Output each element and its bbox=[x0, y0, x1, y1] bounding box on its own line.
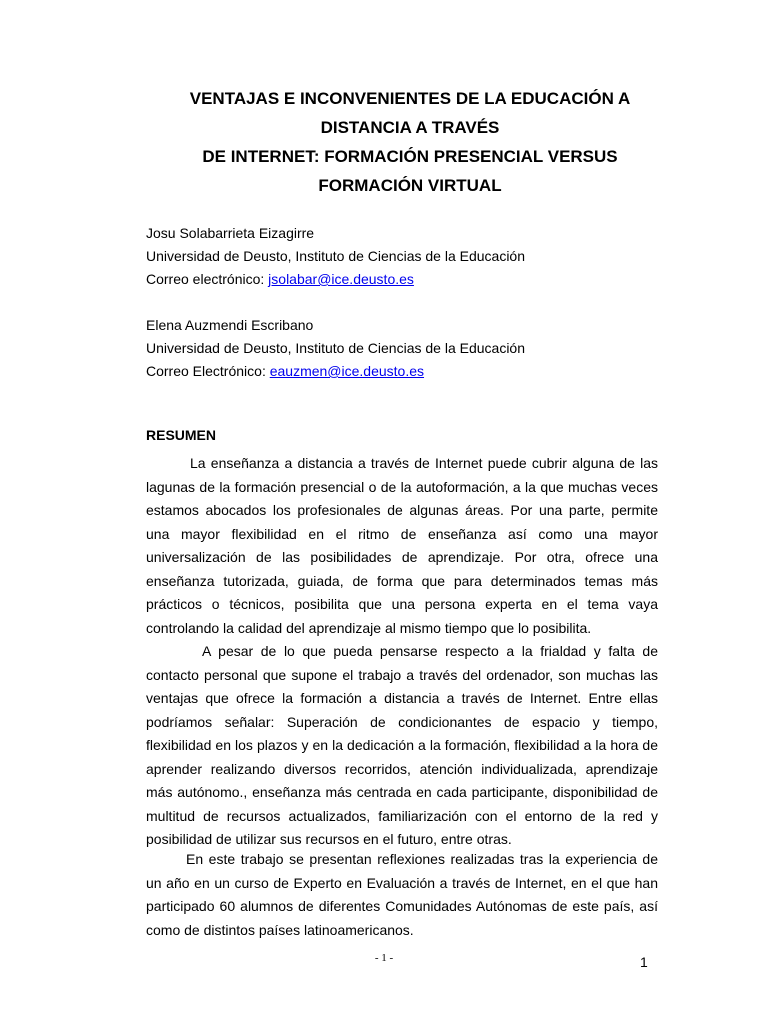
email-label: Correo electrónico: bbox=[146, 271, 269, 287]
abstract-paragraph-3: En este trabajo se presentan reflexiones realizadas tras la experiencia de un año en un curso de Experto en Evaluación a través de Internet, en el que han participado 60 alumnos de diferentes Comunidades Autónomas de este país, así como de distintos países latinoamericanos. bbox=[146, 851, 658, 938]
author-block-2 bbox=[146, 314, 666, 383]
abstract-heading: RESUMEN bbox=[146, 427, 217, 443]
author-affiliation: Universidad de Deusto, Instituto de Ciencias de la Educación bbox=[146, 340, 525, 356]
author-name: Elena Auzmendi Escribano bbox=[146, 317, 314, 333]
page-number: 1 bbox=[640, 954, 648, 970]
title-line-2: DISTANCIA A TRAVÉS bbox=[320, 118, 500, 137]
title-line-3: DE INTERNET: FORMACIÓN PRESENCIAL VERSUS bbox=[202, 147, 618, 166]
paper-title bbox=[140, 84, 680, 200]
abstract-paragraph-2: A pesar de lo que pueda pensarse respecto a la frialdad y falta de contacto personal que supone el trabajo a través del ordenador, son muchas las ventajas que ofrece la formación a distancia a través de Internet. Entre ellas podríamos señalar: Superación de condicionantes de espacio y tiempo, flexibilidad en los plazos y en la dedicación a la formación, flexibilidad a la hora de aprender realizando diversos recorridos, atención individualizada, aprendizaje más autónomo., enseñanza más centrada en cada participante, disponibilidad de multitud de recursos actualizados, familiarización con el entorno de la red y posibilidad de utilizar sus recursos en el futuro, entre otras. bbox=[146, 643, 658, 847]
page-marker: - 1 - bbox=[374, 952, 394, 964]
author-email-line bbox=[146, 360, 666, 383]
abstract-paragraph-1: La enseñanza a distancia a través de Internet puede cubrir alguna de las lagunas de la formación presencial o de la autoformación, a la que muchas veces estamos abocados los profesionales de algunas áreas. Por una parte, permite una mayor flexibilidad en el ritmo de enseñanza así como una mayor universalización de las posibilidades de aprendizaje. Por otra, ofrece una enseñanza tutorizada, guiada, de forma que para determinados temas más prácticos o técnicos, posibilita que una persona experta en el tema vaya controlando la calidad del aprendizaje al mismo tiempo que lo posibilita. bbox=[146, 455, 658, 636]
email-label: Correo Electrónico: bbox=[146, 363, 270, 379]
title-line-1: VENTAJAS E INCONVENIENTES DE LA EDUCACIÓN A bbox=[189, 89, 631, 108]
author-name: Josu Solabarrieta Eizagirre bbox=[146, 225, 315, 241]
author-email-link[interactable]: eauzmen@ice.deusto.es bbox=[269, 363, 425, 379]
author-email-line bbox=[146, 268, 666, 291]
title-line-4: FORMACIÓN VIRTUAL bbox=[318, 176, 502, 195]
author-email-link[interactable]: jsolabar@ice.deusto.es bbox=[268, 271, 414, 287]
author-block-1 bbox=[146, 222, 666, 291]
author-affiliation: Universidad de Deusto, Instituto de Ciencias de la Educación bbox=[146, 248, 525, 264]
